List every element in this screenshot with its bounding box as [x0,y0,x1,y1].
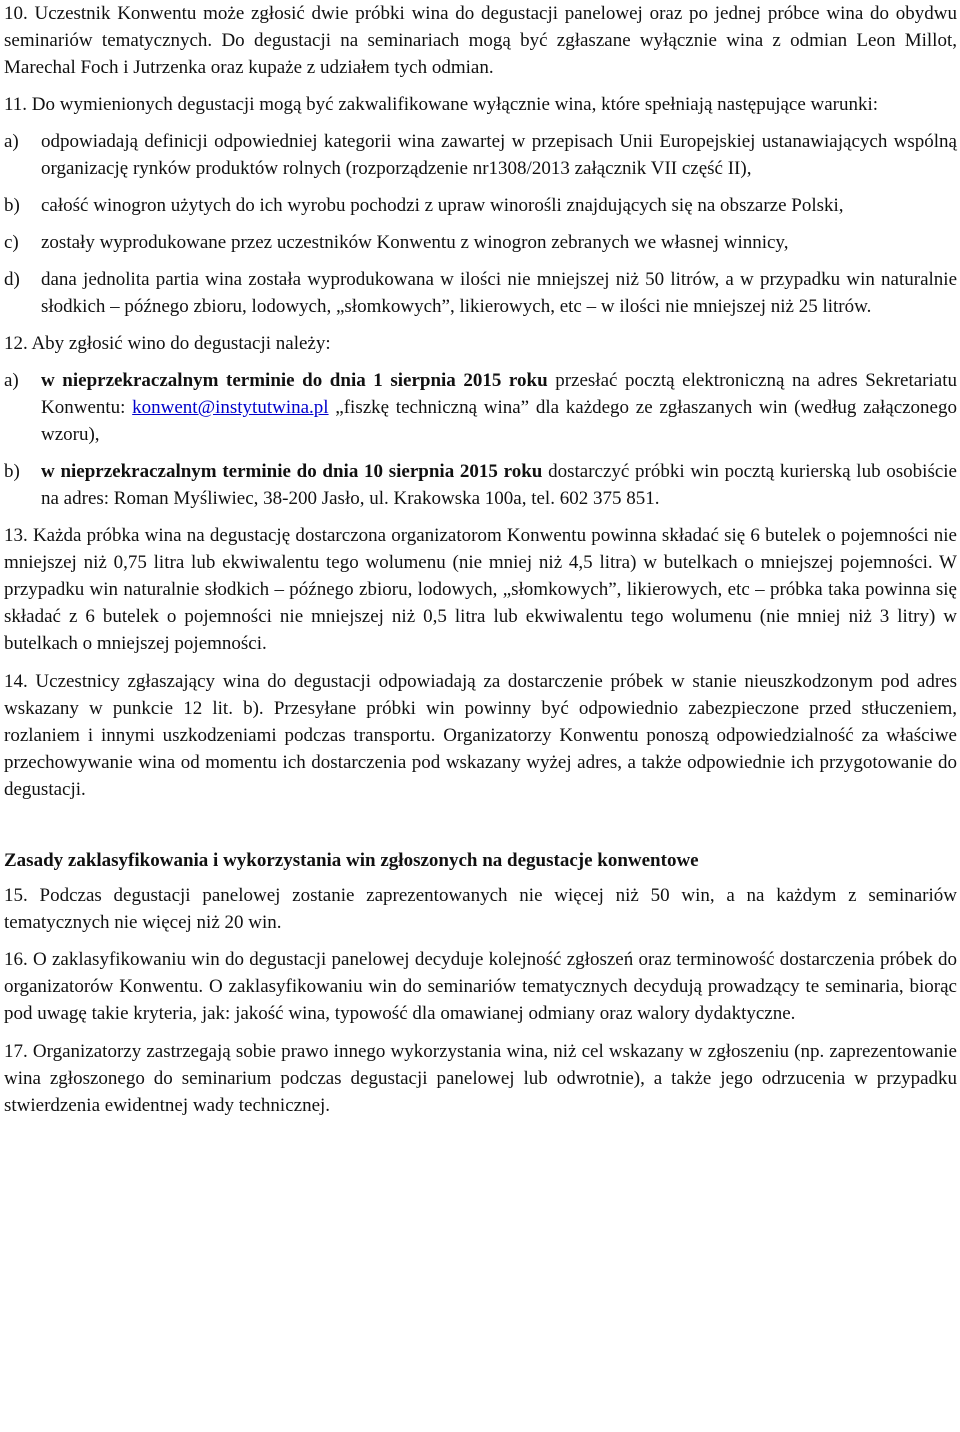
list-item-label: b) [4,195,20,216]
list-item [4,192,957,219]
list-item-text-part: „fiszkę techniczną wina” dla każdego ze zgłaszanych win (według załączonego wzoru), [41,397,957,445]
list-item-label: c) [4,232,19,253]
paragraph-14: 14. Uczestnicy zgłaszający wina do degustacji odpowiadają za dostarczenie próbek w stanie nieuszkodzonym pod adres wskazany w punkcie 12 lit. b). Przesyłane próbki win powinny być odpowiednio zabezpieczone przed stłuczeniem, rozlaniem i innymi uszkodzeniami podczas transportu. Organizatorzy Konwentu ponoszą odpowiedzialność za właściwe przechowywanie wina od momentu ich dostarczenia pod wskazany wyżej adres, a także odpowiednie ich przygotowanie do degustacji. [4,671,957,800]
paragraph-13: 13. Każda próbka wina na degustację dostarczona organizatorom Konwentu powinna składać się 6 butelek o pojemności nie mniejszej niż 0,75 litra lub ekwiwalentu tego wolumenu (nie mniej niż 4,5 litra) w butelkach o mniejszej pojemności. W przypadku win naturalnie słodkich – późnego zbioru, lodowych, „słomkowych”, likierowych, etc – próbka taka powinna się składać z 6 butelek o pojemności nie mniejszej niż 0,5 litra lub ekwiwalentu tego wolumenu (nie mniej niż 3 litry) w butelkach o mniejszej pojemności. [4,525,957,654]
list-item-label: a) [4,370,19,391]
paragraph-17: 17. Organizatorzy zastrzegają sobie prawo innego wykorzystania wina, niż cel wskazany w zgłoszeniu (np. zaprezentowanie wina zgłoszonego do seminarium podczas degustacji panelowej lub odwrotnie), a także jego odrzucenia w przypadku stwierdzenia ewidentnej wady technicznej. [4,1041,957,1116]
list-item-text: odpowiadają definicji odpowiedniej kategorii wina zawartej w przepisach Unii Europejskiej ustanawiających wspólną organizację rynków produktów rolnych (rozporządzenie nr1308/2013 załącznik VII część II), [41,131,957,179]
list-item-text: zostały wyprodukowane przez uczestników Konwentu z winogron zebranych we własnej winnicy, [41,232,789,253]
list-item [4,458,957,512]
paragraph-12: 12. Aby zgłosić wino do degustacji należy: [4,333,331,354]
submission-steps-list [4,367,957,512]
list-item-text: dana jednolita partia wina została wyprodukowana w ilości nie mniejszej niż 50 litrów, a w przypadku win naturalnie słodkich – późnego zbioru, lodowych, „słomkowych”, likierowych, etc – w ilości nie mniejszej niż 25 litrów. [41,269,957,317]
section-heading: Zasady zaklasyfikowania i wykorzystania win zgłoszonych na degustacje konwentowe [4,850,699,871]
list-item-text: całość winogron użytych do ich wyrobu pochodzi z upraw winorośli znajdujących się na obszarze Polski, [41,195,844,216]
list-item-text [41,367,957,448]
paragraph-10: 10. Uczestnik Konwentu może zgłosić dwie próbki wina do degustacji panelowej oraz po jednej próbce wina do obydwu seminariów tematycznych. Do degustacji na seminariach mogą być zgłaszane wyłącznie wina z odmian Leon Millot, Marechal Foch i Jutrzenka oraz kupaże z udziałem tych odmian. [4,3,957,78]
list-item-label: b) [4,461,20,482]
list-item-label: d) [4,269,20,290]
list-item-text [41,458,957,512]
list-item-text-part: przesłać pocztą elektroniczną na adres Sekretariatu Konwentu: [41,370,957,418]
list-item [4,266,957,320]
deadline-bold: w nieprzekraczalnym terminie do dnia 1 sierpnia 2015 roku [41,370,548,391]
list-item-label: a) [4,131,19,152]
list-item [4,229,957,256]
conditions-list [4,128,957,320]
paragraph-16: 16. O zaklasyfikowaniu win do degustacji panelowej decyduje kolejność zgłoszeń oraz terminowość dostarczenia próbek do organizatorów Konwentu. O zaklasyfikowaniu win do seminariów tematycznych decydują prowadzący te seminaria, biorąc pod uwagę takie kryteria, jak: jakość wina, typowość dla omawianej odmiany oraz walory dydaktyczne. [4,949,957,1024]
paragraph-11: 11. Do wymienionych degustacji mogą być zakwalifikowane wyłącznie wina, które spełniają następujące warunki: [4,94,879,115]
list-item [4,128,957,182]
email-link[interactable]: konwent@instytutwina.pl [132,397,329,418]
list-item-text-part: dostarczyć próbki win pocztą kurierską lub osobiście na adres: Roman Myśliwiec, 38-200 Jasło, ul. Krakowska 100a, tel. 602 375 851. [41,461,957,509]
paragraph-15: 15. Podczas degustacji panelowej zostanie zaprezentowanych nie więcej niż 50 win, a na każdym z seminariów tematycznych nie więcej niż 20 win. [4,885,957,933]
list-item [4,367,957,448]
deadline-bold: w nieprzekraczalnym terminie do dnia 10 sierpnia 2015 roku [41,461,543,482]
